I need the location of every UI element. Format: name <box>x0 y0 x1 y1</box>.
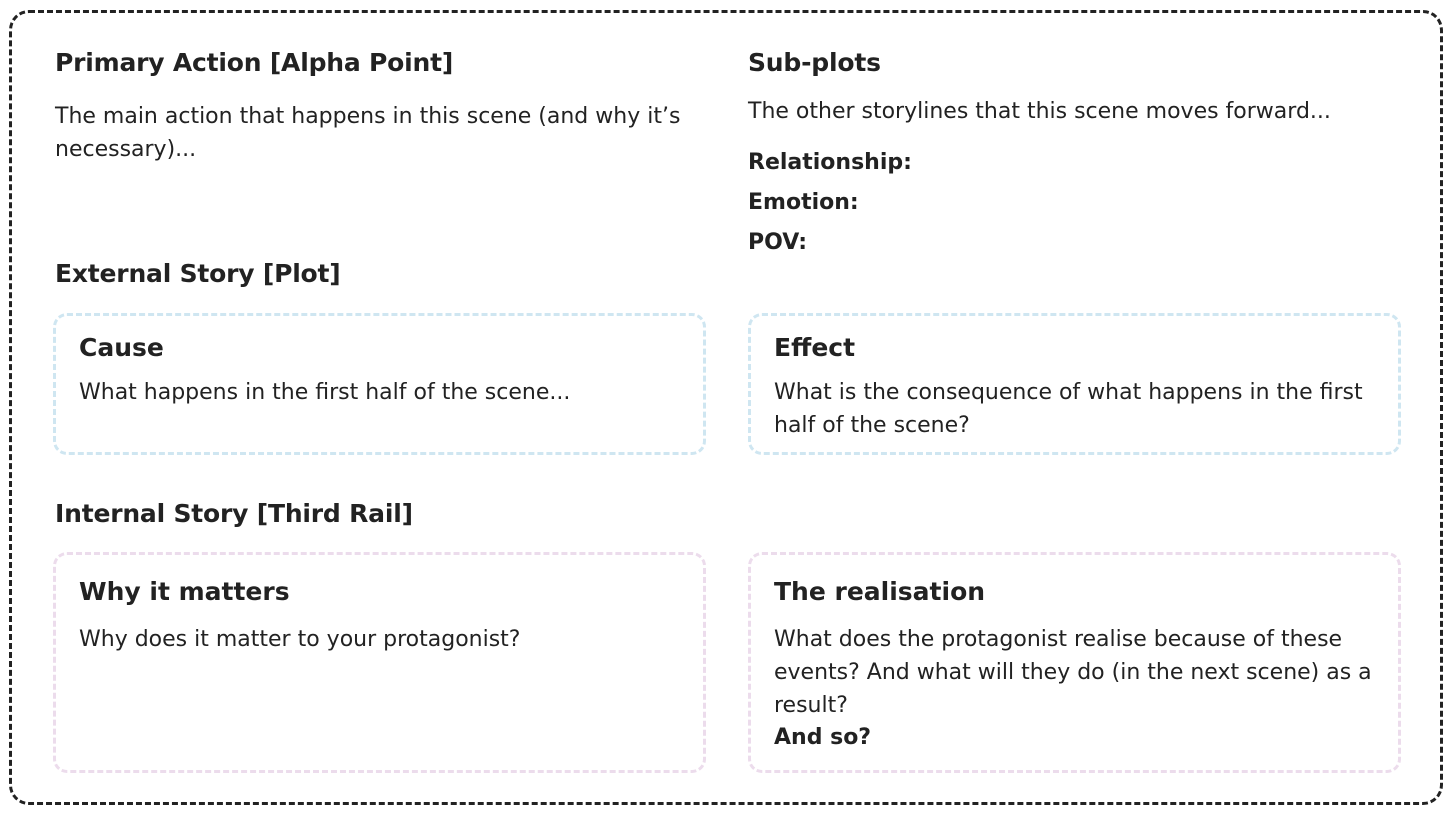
relationship-field: Relationship: <box>748 150 912 175</box>
cause-title: Cause <box>79 333 164 362</box>
subplots-heading: Sub-plots <box>748 48 881 77</box>
cause-text: What happens in the first half of the scene... <box>79 380 571 405</box>
why-it-matters-title: Why it matters <box>79 577 290 606</box>
realisation-title: The realisation <box>774 577 986 606</box>
subplots-text: The other storylines that this scene moves forward... <box>748 99 1331 124</box>
cause-card <box>53 313 706 455</box>
primary-action-heading: Primary Action [Alpha Point] <box>55 48 454 77</box>
primary-action-text: The main action that happens in this scene (and why it’s necessary)... <box>55 104 681 162</box>
effect-card <box>748 313 1401 455</box>
realisation-text: What does the protagonist realise because of these events? And what will they do (in the next scene) as a result? <box>774 627 1372 718</box>
realisation-card <box>748 552 1401 773</box>
emotion-field: Emotion: <box>748 190 859 215</box>
why-it-matters-text: Why does it matter to your protagonist? <box>79 627 521 652</box>
external-story-heading: External Story [Plot] <box>55 259 341 288</box>
effect-title: Effect <box>774 333 856 362</box>
and-so-note: And so? <box>774 725 872 750</box>
effect-text: What is the consequence of what happens in the first half of the scene? <box>774 380 1363 438</box>
pov-field: POV: <box>748 230 808 255</box>
why-it-matters-card <box>53 552 706 773</box>
internal-story-heading: Internal Story [Third Rail] <box>55 499 413 528</box>
